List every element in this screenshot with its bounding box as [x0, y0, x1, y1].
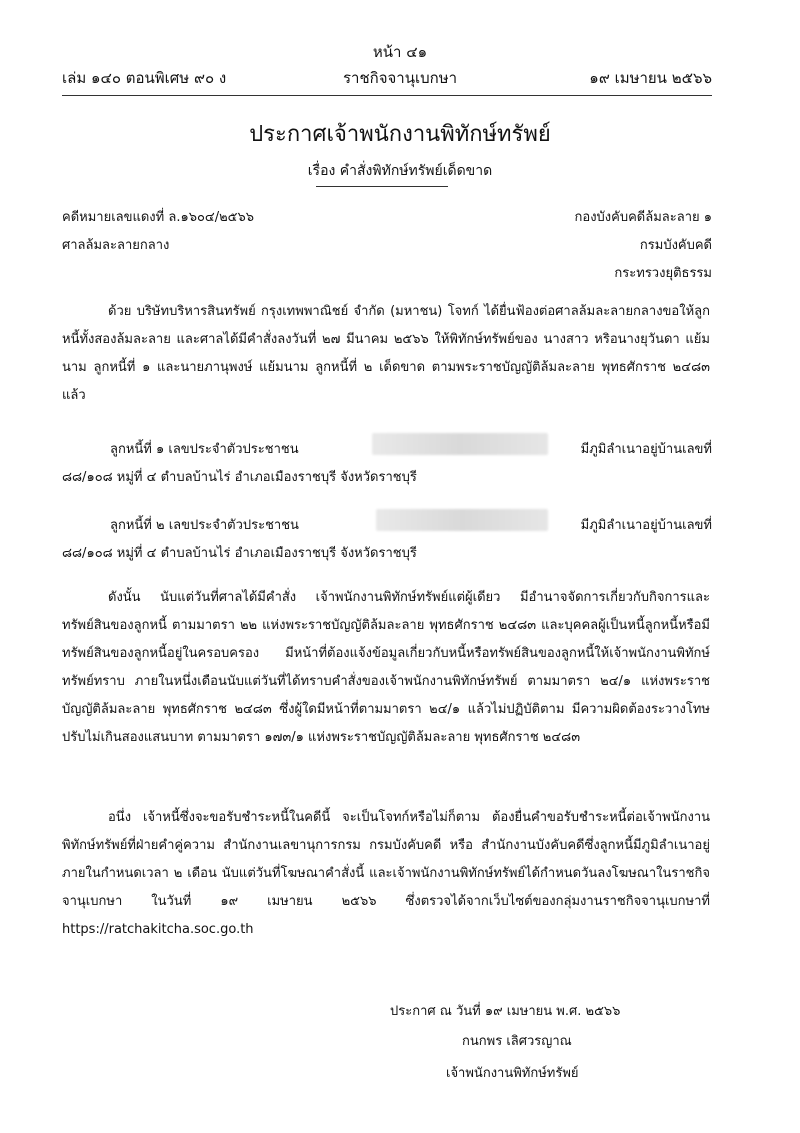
- ministry-name: กระทรวงยุติธรรม: [614, 266, 712, 281]
- debtor2-address: ๘๘/๑๐๘ หมู่ที่ ๔ ตำบลบ้านไร่ อำเภอเมืองราชบุรี จังหวัดราชบุรี: [62, 546, 417, 561]
- announcement-subject: เรื่อง คำสั่งพิทักษ์ทรัพย์เด็ดขาด: [307, 163, 493, 179]
- announcement-title: ประกาศเจ้าพนักงานพิทักษ์ทรัพย์: [249, 122, 551, 147]
- header-rule: [62, 95, 712, 96]
- debtor1-address: ๘๘/๑๐๘ หมู่ที่ ๔ ตำบลบ้านไร่ อำเภอเมืองราชบุรี จังหวัดราชบุรี: [62, 470, 417, 485]
- page-number: หน้า ๔๑: [372, 43, 428, 61]
- subject-underline: [316, 186, 448, 187]
- debtor2-line-end: มีภูมิลำเนาอยู่บ้านเลขที่: [580, 518, 712, 533]
- volume-issue: เล่ม ๑๔๐ ตอนพิเศษ ๙๐ ง: [62, 69, 227, 87]
- debtor2-id-redacted: [376, 509, 548, 531]
- department-name: กรมบังคับคดี: [639, 238, 712, 253]
- creditors-paragraph: อนึ่ง เจ้าหนี้ซึ่งจะขอรับชำระหนี้ในคดีนี้ จะเป็นโจทก์หรือไม่ก็ตาม ต้องยื่นคำขอรับชำระหนี้ต่อเจ้าพนักงานพิทักษ์ทรัพย์ที่ฝ่ายคำคู่ความ สำนักงานเลขานุการกรม กรมบังคับคดี หรือ สำนักงานบังคับคดีซึ่งลูกหนี้มีภูมิลำเนาอยู่ ภายในกำหนดเวลา ๒ เดือน นับแต่วันที่โฆษณาคำสั่งนี้ และเจ้าพนักงานพิทักษ์ทรัพย์ได้กำหนดวันลงโฆษณาในราชกิจจานุเบกษา ในวันที่ ๑๙ เมษายน ๒๕๖๖ ซึ่งตรวจได้จากเว็บไซต์ของกลุ่มงานราชกิจจานุเบกษาที่ https://ratchakitcha.soc.go.th: [62, 810, 710, 937]
- signatory-name: กนกพร เลิศวรญาณ: [462, 1034, 572, 1049]
- debtor1-line-end: มีภูมิลำเนาอยู่บ้านเลขที่: [580, 442, 712, 457]
- debtor2-line-start: ลูกหนี้ที่ ๒ เลขประจำตัวประชาชน: [110, 518, 299, 533]
- debtor1-id-redacted: [372, 433, 548, 455]
- publication-date: ๑๙ เมษายน ๒๕๖๖: [589, 69, 712, 87]
- signatory-position: เจ้าพนักงานพิทักษ์ทรัพย์: [446, 1066, 579, 1081]
- debtor1-line-start: ลูกหนี้ที่ ๑ เลขประจำตัวประชาชน: [110, 442, 299, 457]
- intro-paragraph: ด้วย บริษัทบริหารสินทรัพย์ กรุงเทพพาณิชย์ จำกัด (มหาชน) โจทก์ ได้ยื่นฟ้องต่อศาลล้มละลายกลางขอให้ลูกหนี้ทั้งสองล้มละลาย และศาลได้มีคำสั่งลงวันที่ ๒๗ มีนาคม ๒๕๖๖ ให้พิทักษ์ทรัพย์ของ นางสาว หริอนางยุวันดา แย้มนาม ลูกหนี้ที่ ๑ และนายภานุพงษ์ แย้มนาม ลูกหนี้ที่ ๒ เด็ดขาด ตามพระราชบัญญัติล้มละลาย พุทธศักราช ๒๔๘๓ แล้ว: [62, 304, 710, 403]
- division-name: กองบังคับคดีล้มละลาย ๑: [574, 210, 712, 225]
- announcement-date: ประกาศ ณ วันที่ ๑๙ เมษายน พ.ศ. ๒๕๖๖: [390, 1004, 621, 1019]
- court-name: ศาลล้มละลายกลาง: [62, 238, 170, 253]
- red-case-number: คดีหมายเลขแดงที่ ล.๑๖๐๔/๒๕๖๖: [62, 210, 255, 225]
- publication-name: ราชกิจจานุเบกษา: [342, 69, 458, 87]
- order-paragraph: ดังนั้น นับแต่วันที่ศาลได้มีคำสั่ง เจ้าพนักงานพิทักษ์ทรัพย์แต่ผู้เดียว มีอำนาจจัดการเกี่ยวกับกิจการและทรัพย์สินของลูกหนี้ ตามมาตรา ๒๒ แห่งพระราชบัญญัติล้มละลาย พุทธศักราช ๒๔๘๓ และบุคคลผู้เป็นหนี้ลูกหนี้หรือมีทรัพย์สินของลูกหนี้อยู่ในครอบครอง มีหน้าที่ต้องแจ้งข้อมูลเกี่ยวกับหนี้หรือทรัพย์สินของลูกหนี้ให้เจ้าพนักงานพิทักษ์ทรัพย์ทราบ ภายในหนึ่งเดือนนับแต่วันที่ได้ทราบคำสั่งของเจ้าพนักงานพิทักษ์ทรัพย์ ตามมาตรา ๒๔/๑ แห่งพระราชบัญญัติล้มละลาย พุทธศักราช ๒๔๘๓ ซึ่งผู้ใดมีหน้าที่ตามมาตรา ๒๔/๑ แล้วไม่ปฏิบัติตาม มีความผิดต้องระวางโทษปรับไม่เกินสองแสนบาท ตามมาตรา ๑๗๓/๑ แห่งพระราชบัญญัติล้มละลาย พุทธศักราช ๒๔๘๓: [62, 590, 710, 745]
